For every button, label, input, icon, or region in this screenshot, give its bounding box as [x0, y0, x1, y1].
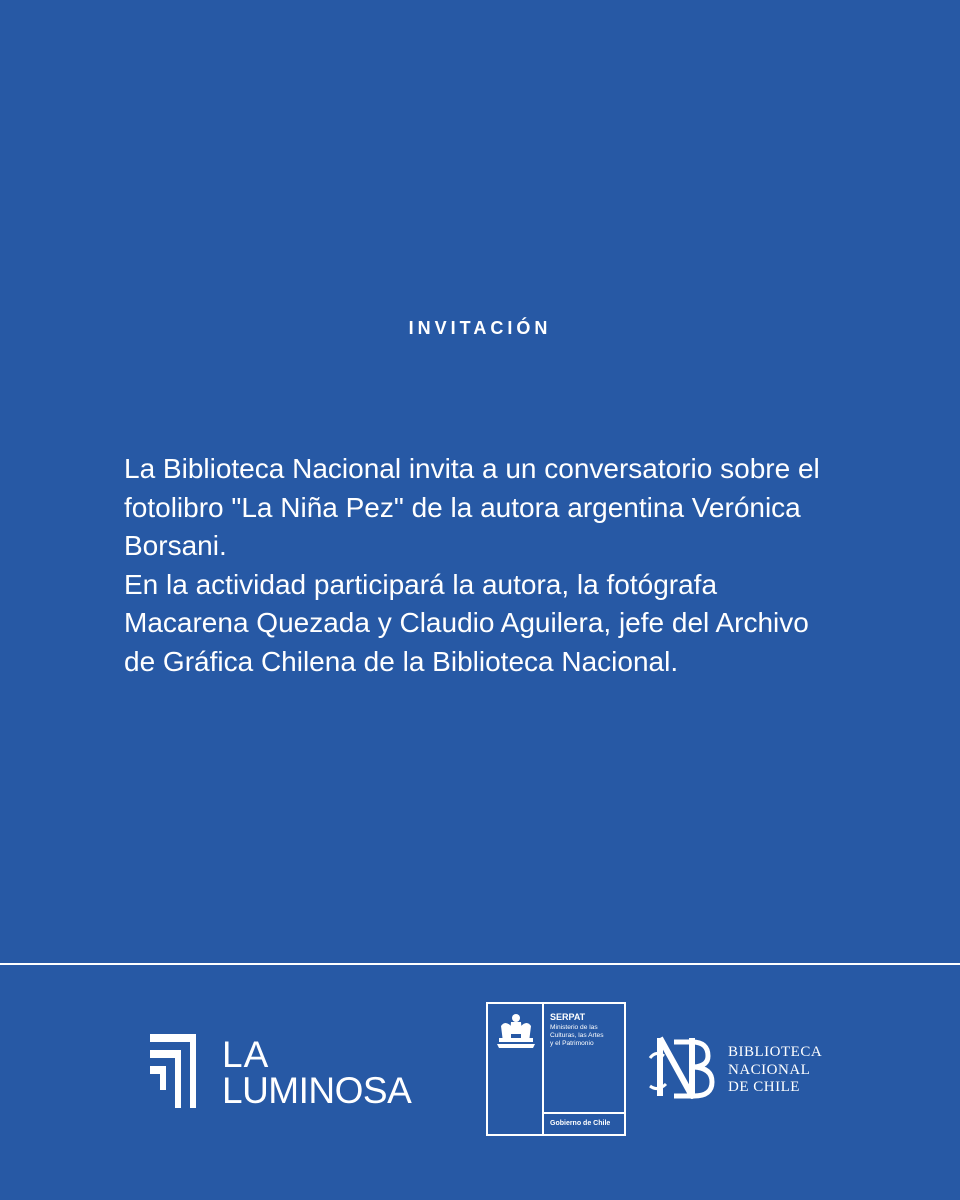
- serpat-subtitle-line: Culturas, las Artes: [550, 1032, 604, 1039]
- la-luminosa-line2: LUMINOSA: [222, 1070, 412, 1111]
- la-luminosa-logo: [148, 1030, 412, 1111]
- la-luminosa-mark-icon: [148, 1030, 218, 1110]
- gobierno-de-chile-label: Gobierno de Chile: [550, 1120, 611, 1127]
- paragraph-participants: En la actividad participará la autora, la fotógrafa Macarena Quezada y Claudio Aguilera, jefe del Archivo de Gráfica Chilena de la Biblioteca Nacional.: [124, 568, 809, 677]
- coat-of-arms-icon: [488, 1004, 544, 1060]
- invitation-heading: INVITACIÓN: [408, 318, 552, 338]
- la-luminosa-line1: LA: [222, 1034, 270, 1075]
- serpat-divider-horizontal: [544, 1112, 624, 1114]
- biblioteca-nacional-logo: [646, 1030, 826, 1110]
- serpat-subtitle-line: Ministerio de las: [550, 1024, 598, 1031]
- serpat-subtitle-line: y el Patrimonio: [550, 1040, 594, 1047]
- invitation-body: [124, 450, 844, 681]
- serpat-logo: [486, 1002, 626, 1136]
- bn-line: NACIONAL: [728, 1061, 811, 1078]
- footer-divider: [0, 963, 960, 965]
- serpat-divider-vertical: [542, 1004, 544, 1134]
- bn-line: BIBLIOTECA: [728, 1044, 823, 1060]
- biblioteca-nacional-wordmark: [728, 1044, 822, 1097]
- paragraph-intro: La Biblioteca Nacional invita a un conversatorio sobre el fotolibro "La Niña Pez" de la autora argentina Verónica Borsani.: [124, 453, 820, 561]
- serpat-title: SERPAT: [550, 1012, 586, 1022]
- bn-line: DE CHILE: [728, 1079, 800, 1095]
- serpat-subtitle: [550, 1024, 624, 1048]
- bn-monogram-icon: [646, 1030, 718, 1106]
